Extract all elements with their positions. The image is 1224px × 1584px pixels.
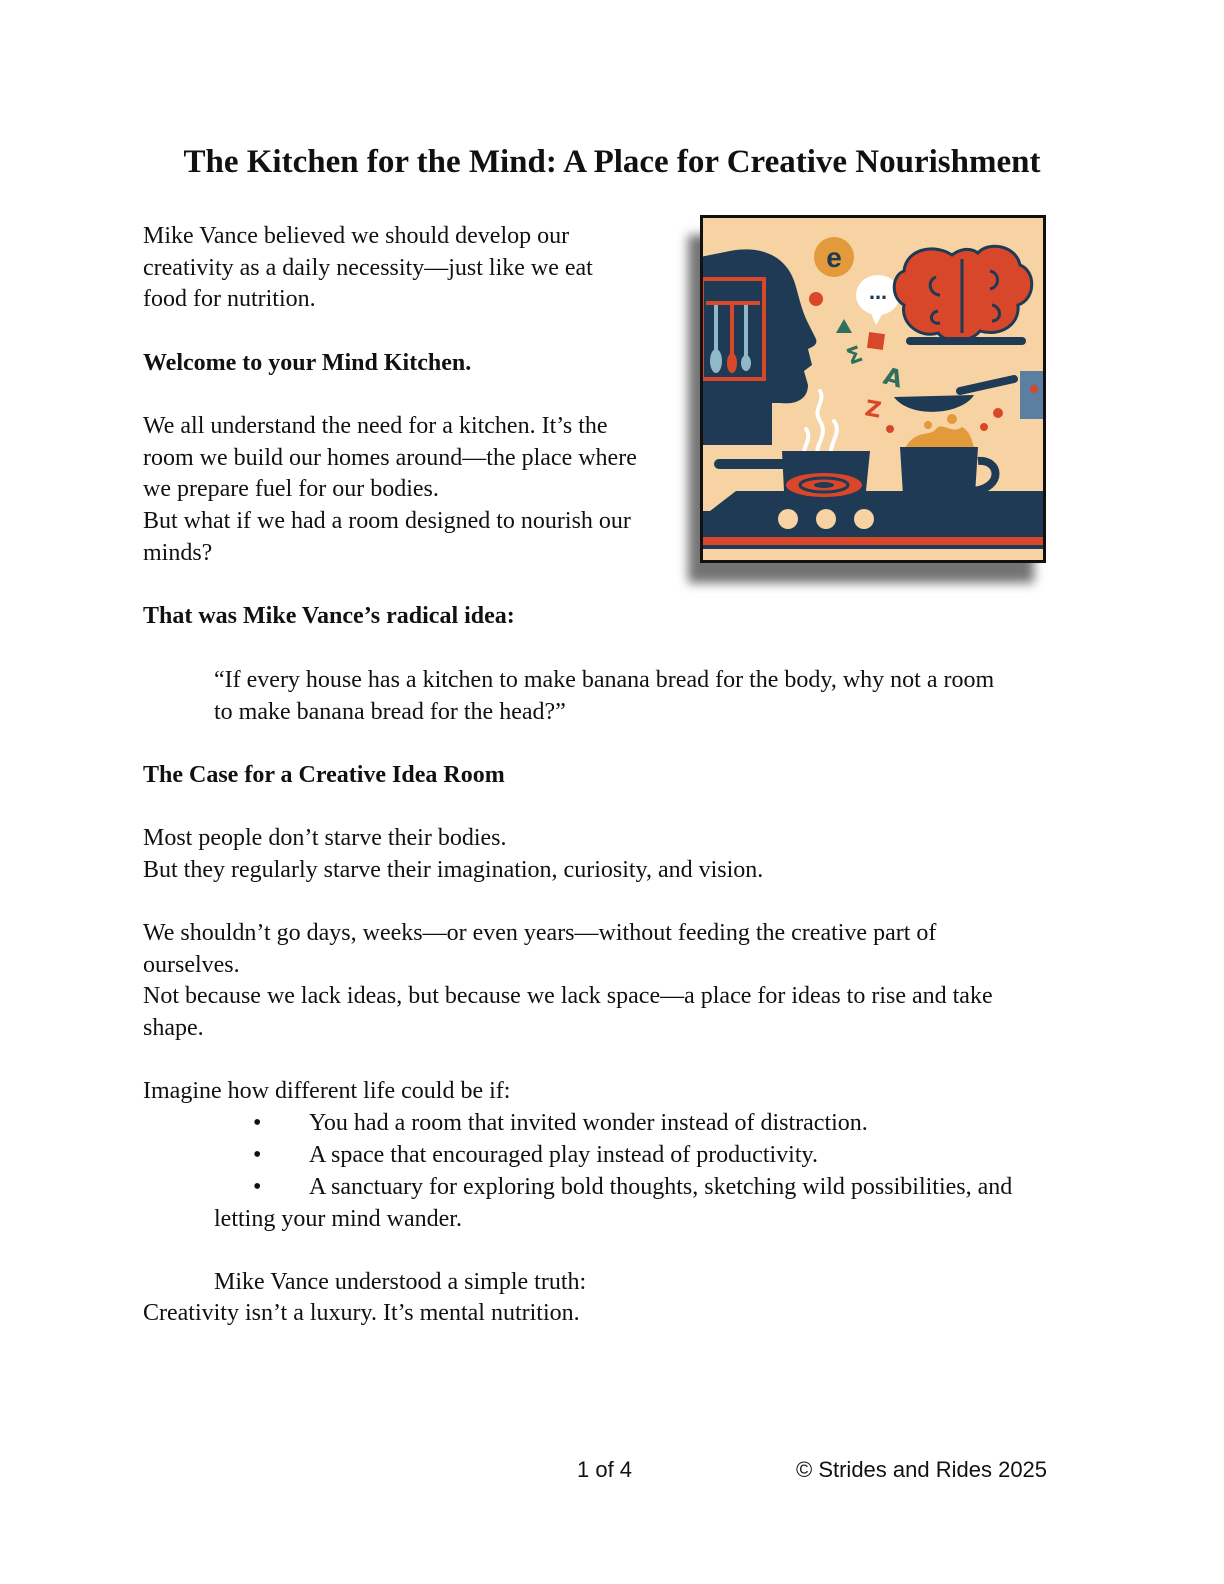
bullet-marker: • — [253, 1110, 262, 1136]
bullet-item: A space that encouraged play instead of productivity. — [309, 1142, 818, 1168]
text-line: food for nutrition. — [143, 286, 316, 313]
starve-paragraph — [143, 823, 763, 886]
text-line: creativity as a daily necessity—just like we eat — [143, 254, 593, 281]
text-line: to make banana bread for the head?” — [214, 698, 566, 725]
text-line: room we build our homes around—the place where — [143, 444, 637, 471]
bullet-continuation: letting your mind wander. — [214, 1206, 462, 1232]
copyright-notice: © Strides and Rides 2025 — [796, 1457, 1048, 1482]
letter-a: A — [880, 361, 906, 394]
letter-e: e — [826, 242, 842, 273]
text-line: But what if we had a room designed to nourish our — [143, 508, 631, 535]
letter-z: Z — [862, 396, 884, 424]
kitchen-paragraph — [143, 411, 637, 570]
text-line: minds? — [143, 539, 213, 566]
text-line: Most people don’t starve their bodies. — [143, 825, 507, 851]
letter-sigma: Σ — [843, 342, 867, 371]
text-line: shape. — [143, 1015, 204, 1042]
quote-block — [214, 665, 994, 728]
mind-kitchen-illustration — [700, 215, 1046, 563]
closing-line-2: Creativity isn’t a luxury. It’s mental nutrition. — [143, 1300, 580, 1326]
page-title: The Kitchen for the Mind: A Place for Creative Nourishment — [183, 144, 1041, 180]
intro-paragraph — [143, 221, 593, 316]
ellipsis-glyph: … — [869, 283, 887, 304]
bullet-item: You had a room that invited wonder instead of distraction. — [309, 1110, 868, 1136]
text-line: Mike Vance believed we should develop our — [143, 223, 570, 249]
closing-line-1: Mike Vance understood a simple truth: — [214, 1269, 587, 1295]
feed-paragraph — [143, 918, 993, 1045]
text-line: We shouldn’t go days, weeks—or even years—without feeding the creative part of — [143, 920, 937, 946]
idea-heading: That was Mike Vance’s radical idea: — [143, 603, 515, 629]
bullet-marker: • — [253, 1174, 262, 1200]
text-line: We all understand the need for a kitchen. It’s the — [143, 413, 608, 439]
bullet-marker: • — [253, 1142, 262, 1168]
text-line: Not because we lack ideas, but because we lack space—a place for ideas to rise and take — [143, 983, 993, 1010]
imagine-lead: Imagine how different life could be if: — [143, 1078, 511, 1104]
text-line: “If every house has a kitchen to make banana bread for the body, why not a room — [214, 667, 995, 693]
case-heading: The Case for a Creative Idea Room — [143, 762, 505, 788]
page-number: 1 of 4 — [577, 1457, 633, 1482]
text-line: ourselves. — [143, 951, 240, 978]
text-line: But they regularly starve their imagination, curiosity, and vision. — [143, 856, 764, 883]
text-line: we prepare fuel for our bodies. — [143, 476, 439, 503]
bullet-item: A sanctuary for exploring bold thoughts, sketching wild possibilities, and — [309, 1174, 1013, 1200]
welcome-heading: Welcome to your Mind Kitchen. — [143, 350, 472, 376]
